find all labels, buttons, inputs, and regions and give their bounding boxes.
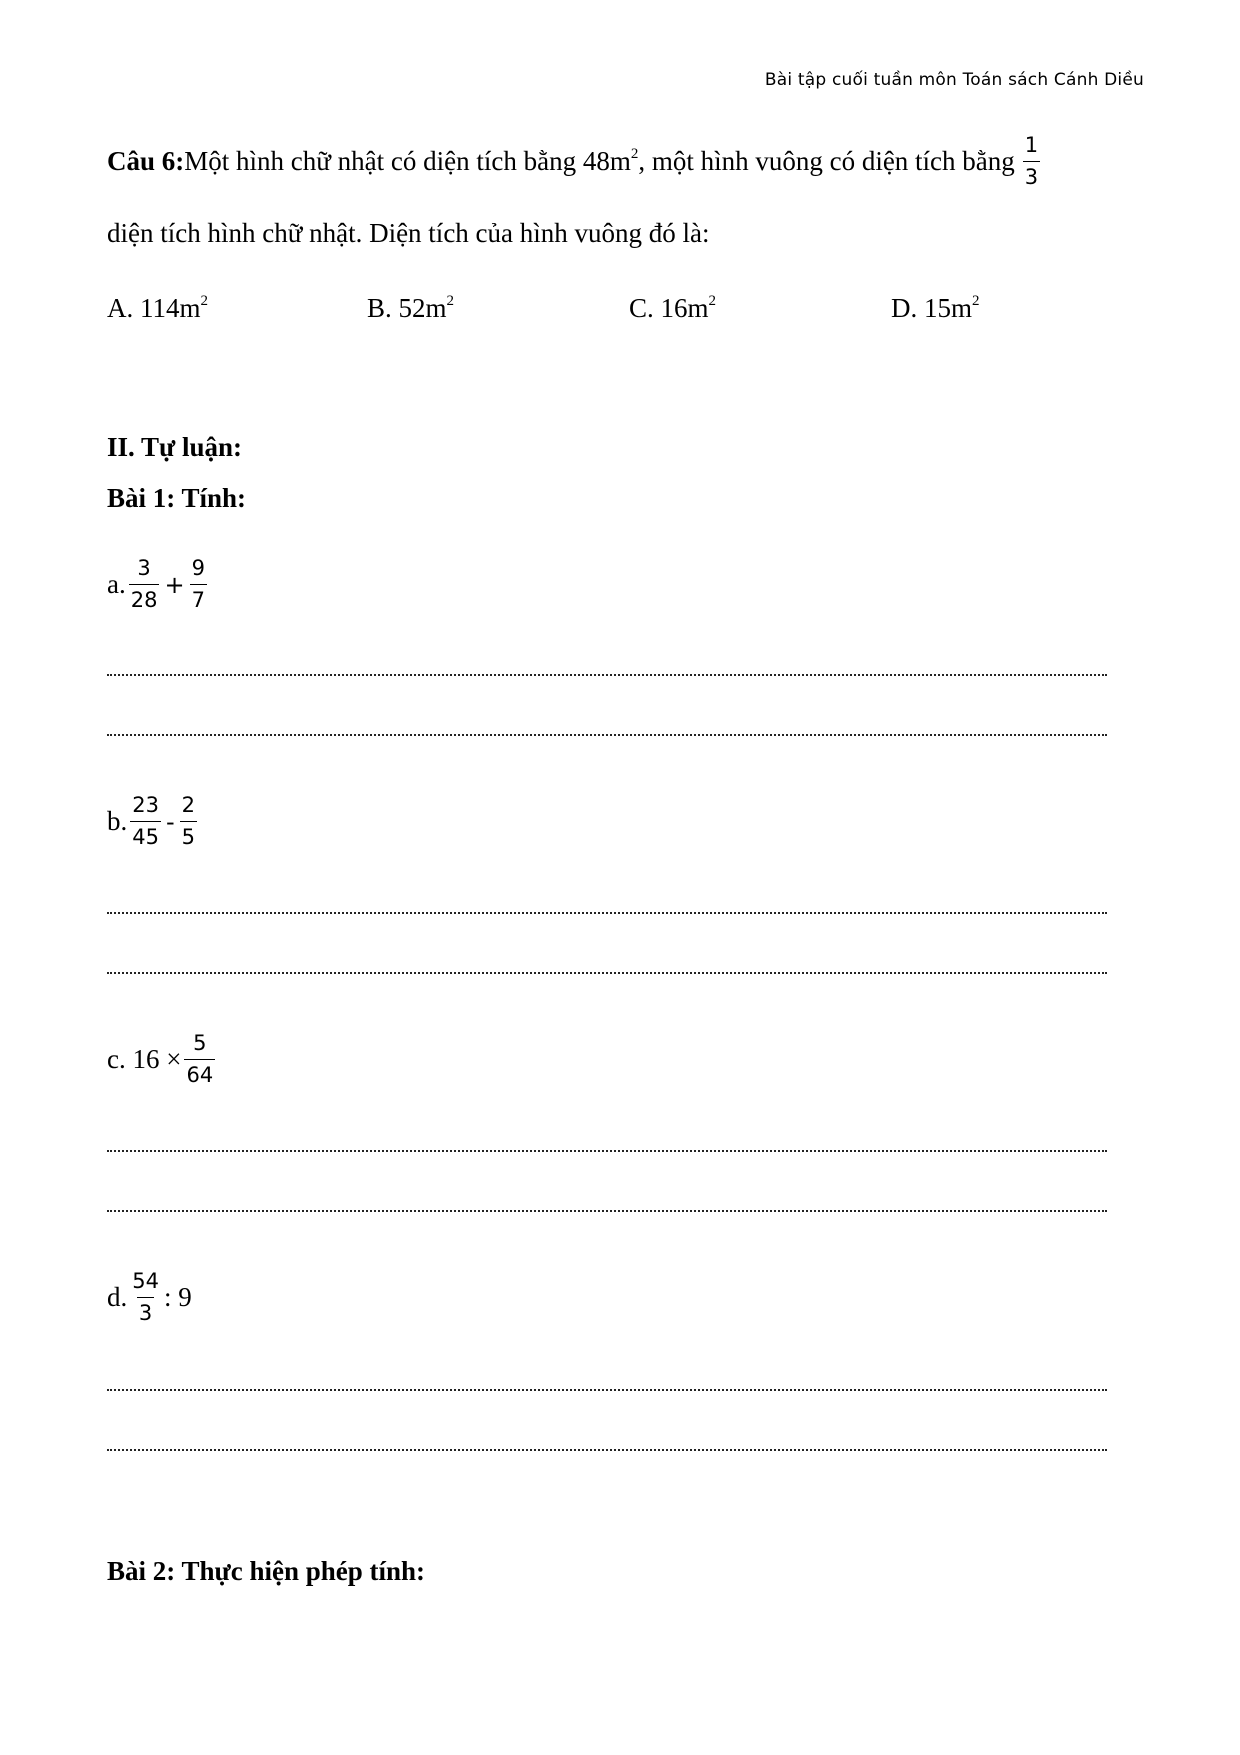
option-c: C. $16m^2$ xyxy=(629,293,717,323)
answer-line xyxy=(107,1387,1107,1391)
option-a: A. $114m^2$ xyxy=(107,293,208,323)
answer-line xyxy=(107,1148,1107,1152)
fraction: $\frac{3}{28}$ xyxy=(130,556,158,612)
exercise-2-title: Bài 2: Thực hiện phép tính: xyxy=(107,1556,426,1586)
fraction: $\frac{54}{3}$ xyxy=(132,1269,159,1325)
answer-line xyxy=(107,1447,1107,1451)
answer-line xyxy=(107,970,1107,974)
answer-line xyxy=(107,732,1107,736)
exercise-1a: a. $\frac{3}{28}$ + $\frac{9}{7}$ xyxy=(107,556,205,612)
answer-line xyxy=(107,1208,1107,1212)
fraction: $\frac{2}{5}$ xyxy=(181,793,196,849)
exercise-1c: c. 16 × $\frac{5}{64}$ xyxy=(107,1031,214,1087)
question-6-line-2: diện tích hình chữ nhật. Diện tích của hình vuông đó là: xyxy=(107,218,710,248)
exercise-1d: d. $\frac{54}{3}$ : 9 xyxy=(107,1269,192,1325)
answer-line xyxy=(107,910,1107,914)
exercise-1-title: Bài 1: Tính: xyxy=(107,483,247,513)
fraction: $\frac{23}{45}$ xyxy=(132,793,159,849)
option-d: D. $15m^2$ xyxy=(891,293,980,323)
question-6-label: Câu 6: xyxy=(107,146,185,176)
fraction: $\frac{5}{64}$ xyxy=(186,1031,214,1087)
fraction: $\frac{9}{7}$ xyxy=(191,556,205,612)
option-b: B. $52m^2$ xyxy=(367,293,455,323)
page-header: Bài tập cuối tuần môn Toán sách Cánh Diều xyxy=(764,70,1144,90)
section-title: II. Tự luận: xyxy=(107,432,243,462)
question-6-text: Một hình chữ nhật có diện tích bằng $48m^2$, một hình vuông có diện tích bằng xyxy=(184,146,1015,176)
exercise-1b: b. $\frac{23}{45}$ - $\frac{2}{5}$ xyxy=(107,793,196,849)
question-6-line-1 xyxy=(107,135,1043,188)
answer-line xyxy=(107,672,1107,676)
fraction-one-third: $\frac{1}{3}$ xyxy=(1024,133,1039,189)
